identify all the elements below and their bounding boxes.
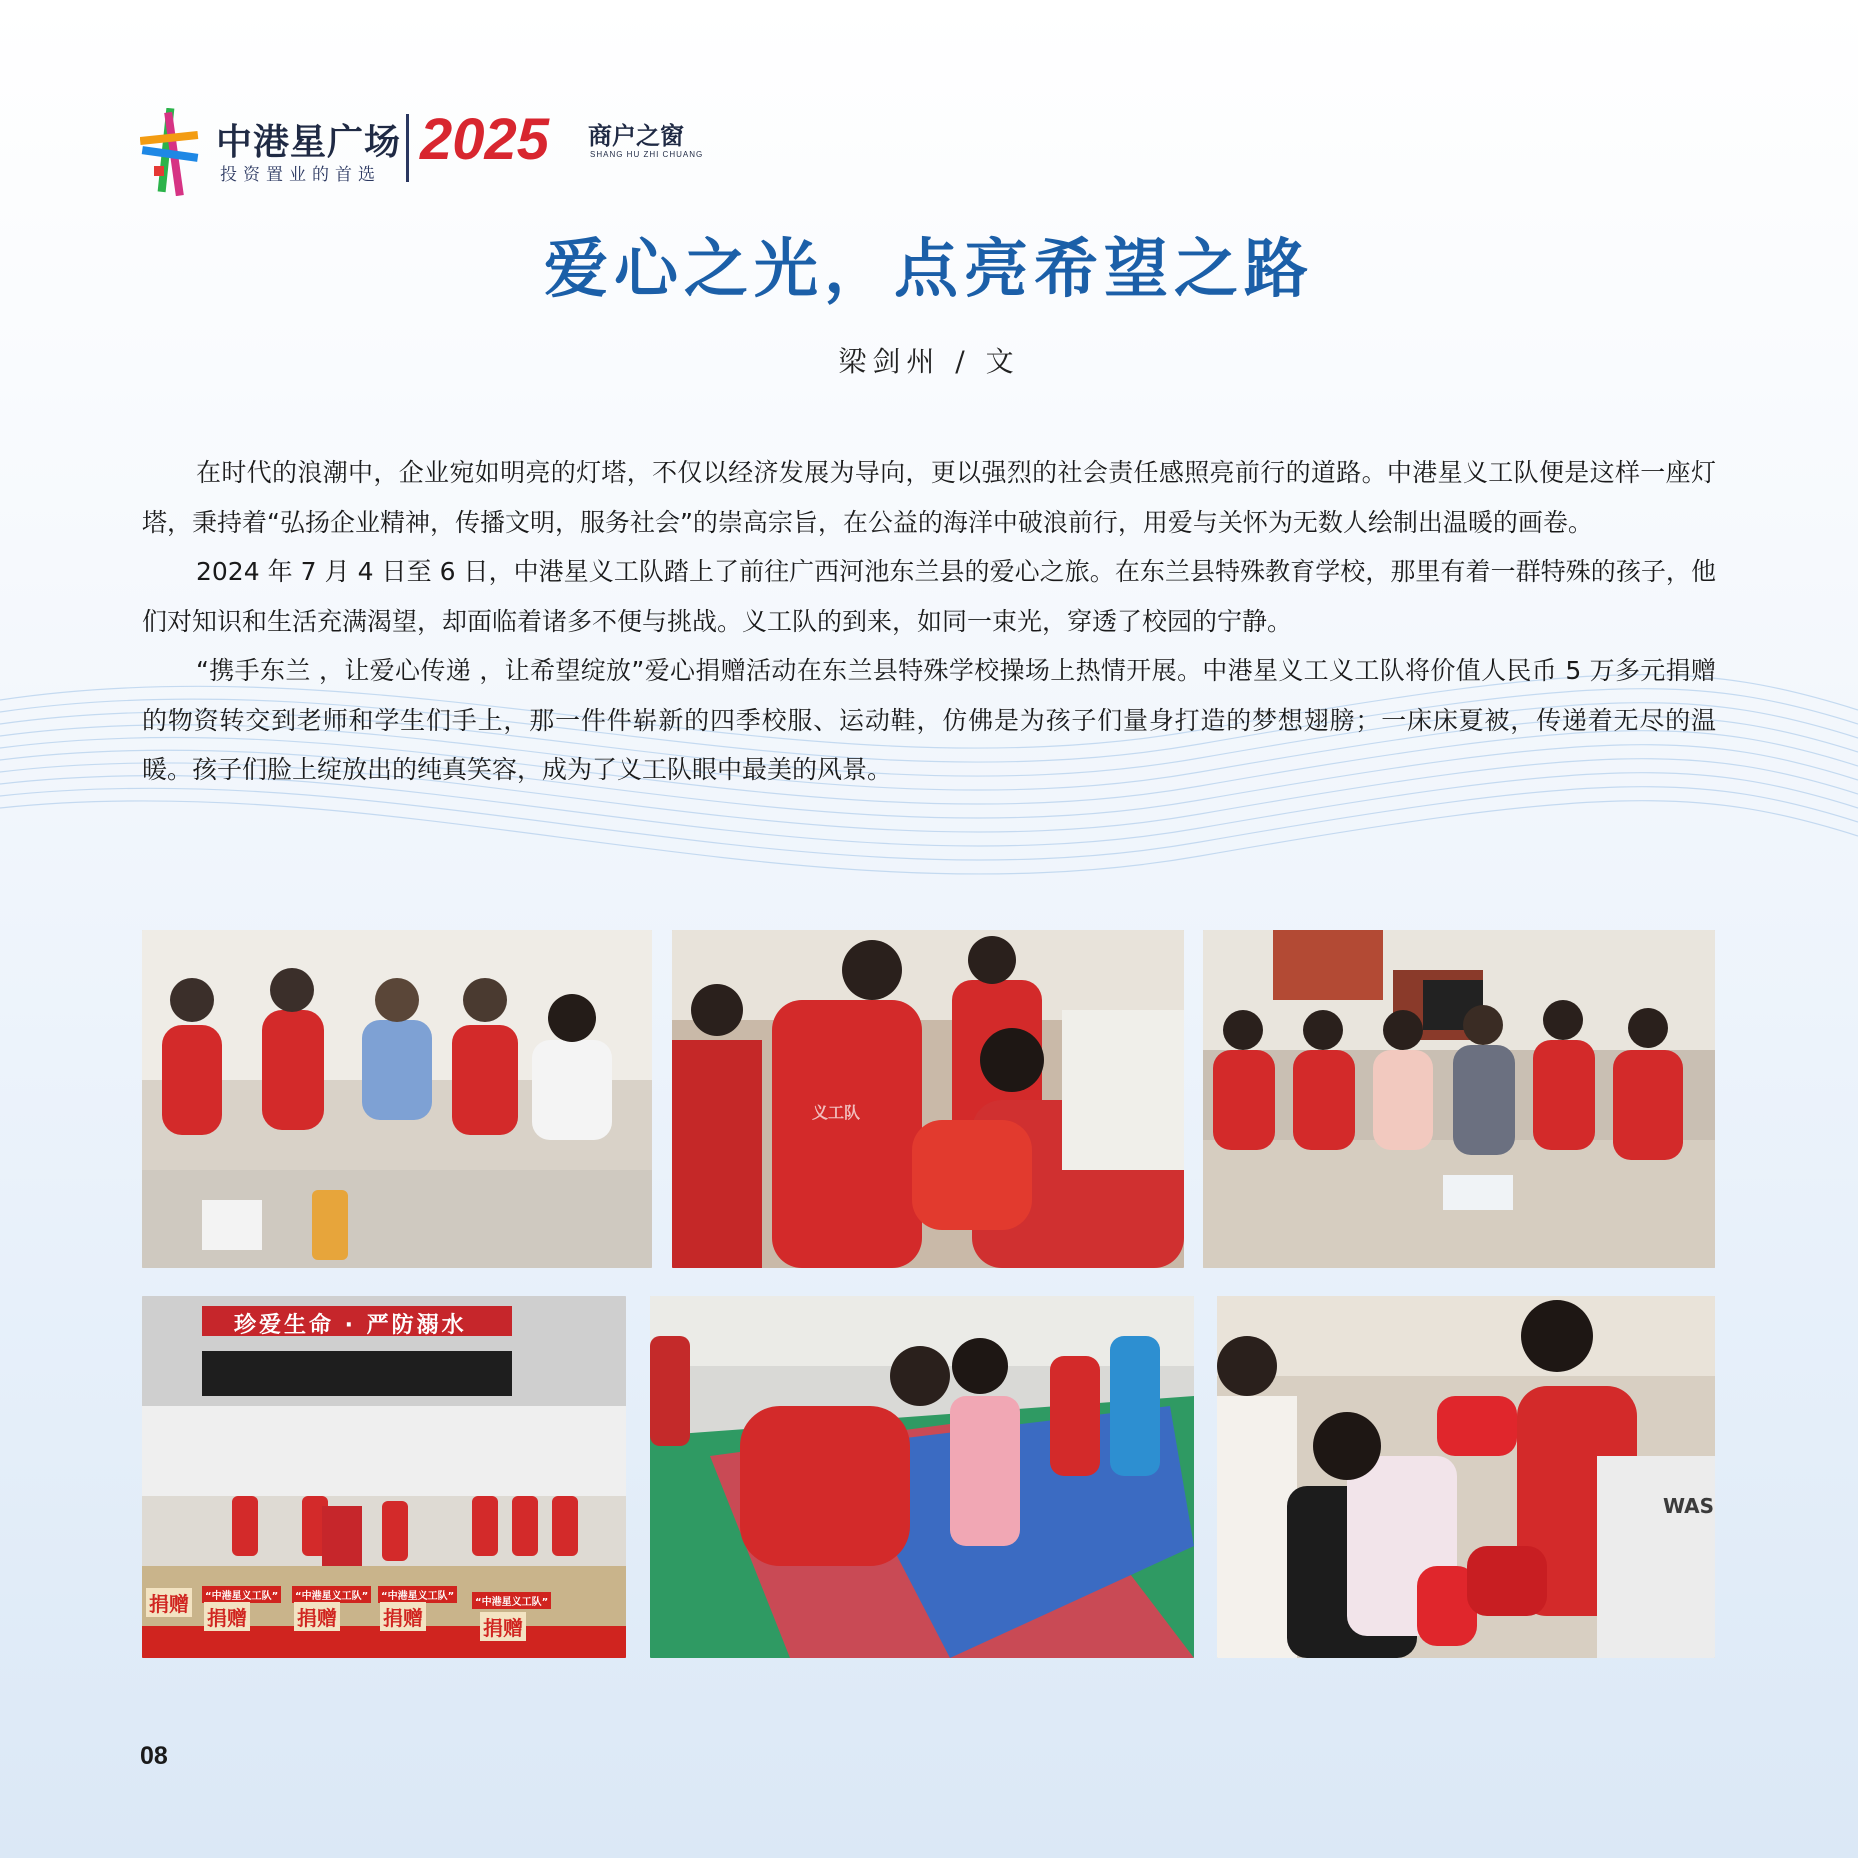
- photo-volunteers-visiting-home: [142, 930, 652, 1268]
- photo-volunteer-with-children: [672, 930, 1184, 1268]
- paragraph: 在时代的浪潮中，企业宛如明亮的灯塔，不仅以经济发展为导向，更以强烈的社会责任感照亮前行的道路。中港星义工队便是这样一座灯塔，秉持着“弘扬企业精神，传播文明，服务社会”的崇高宗旨，在公益的海洋中破浪前行，用爱与关怀为无数人绘制出温暖的画卷。: [142, 458, 1716, 537]
- article-title: 爱心之光，点亮希望之路: [544, 233, 1314, 307]
- section-name: 商户之窗: [588, 122, 684, 150]
- donation-box-label: “中港星义工队”: [202, 1586, 281, 1603]
- donation-box-label: “中港星义工队”: [292, 1586, 371, 1603]
- shirt-lettering: WAS: [1663, 1494, 1715, 1518]
- banner-text: 珍爱生命 · 严防溺水: [234, 1313, 467, 1338]
- vest-lettering: 义工队: [812, 1103, 861, 1122]
- photo-donation-ceremony: [142, 1296, 626, 1658]
- page-number: 08: [140, 1742, 168, 1770]
- paragraph: “携手东兰 ，让爱心传递 ，让希望绽放”爱心捐赠活动在东兰县特殊学校操场上热情开展。中港星义工义工队将价值人民币 5 万多元捐赠的物资转交到老师和学生们手上，那一件件崭新的四季校服、运动鞋，仿佛是为孩子们量身打造的梦想翅膀；一床床夏被，传递着无尽的温暖。孩子们脸上绽放出的纯真笑容，成为了义工队眼中最美的风景。: [142, 656, 1716, 784]
- donation-box-label: 捐赠: [204, 1602, 250, 1631]
- brand-logo-icon: [140, 108, 200, 196]
- donation-box-label: 捐赠: [380, 1602, 426, 1631]
- article-byline: 梁剑州 / 文: [838, 345, 1020, 378]
- donation-box-label: 捐赠: [146, 1588, 192, 1617]
- photo-family-visit-group: [1203, 930, 1715, 1268]
- header-divider: [406, 114, 409, 182]
- issue-year: 2025: [420, 107, 550, 172]
- photo-children-receiving-gifts: [1217, 1296, 1715, 1658]
- brand-slogan: 投资置业的首选: [220, 165, 381, 185]
- magazine-header: [140, 108, 760, 198]
- donation-box-label: “中港星义工队”: [472, 1592, 551, 1609]
- section-pinyin: SHANG HU ZHI CHUANG: [590, 150, 704, 159]
- paragraph: 2024 年 7 月 4 日至 6 日，中港星义工队踏上了前往广西河池东兰县的爱心之旅。在东兰县特殊教育学校，那里有着一群特殊的孩子，他们对知识和生活充满渴望，却面临着诸多不便与挑战。义工队的到来，如同一束光，穿透了校园的宁静。: [142, 557, 1716, 636]
- photo-volunteer-hugging-child: [650, 1296, 1194, 1658]
- article-body: [142, 448, 1716, 795]
- brand-name: 中港星广场: [216, 122, 402, 163]
- donation-box-label: 捐赠: [480, 1612, 526, 1641]
- donation-box-label: 捐赠: [294, 1602, 340, 1631]
- donation-box-label: “中港星义工队”: [378, 1586, 457, 1603]
